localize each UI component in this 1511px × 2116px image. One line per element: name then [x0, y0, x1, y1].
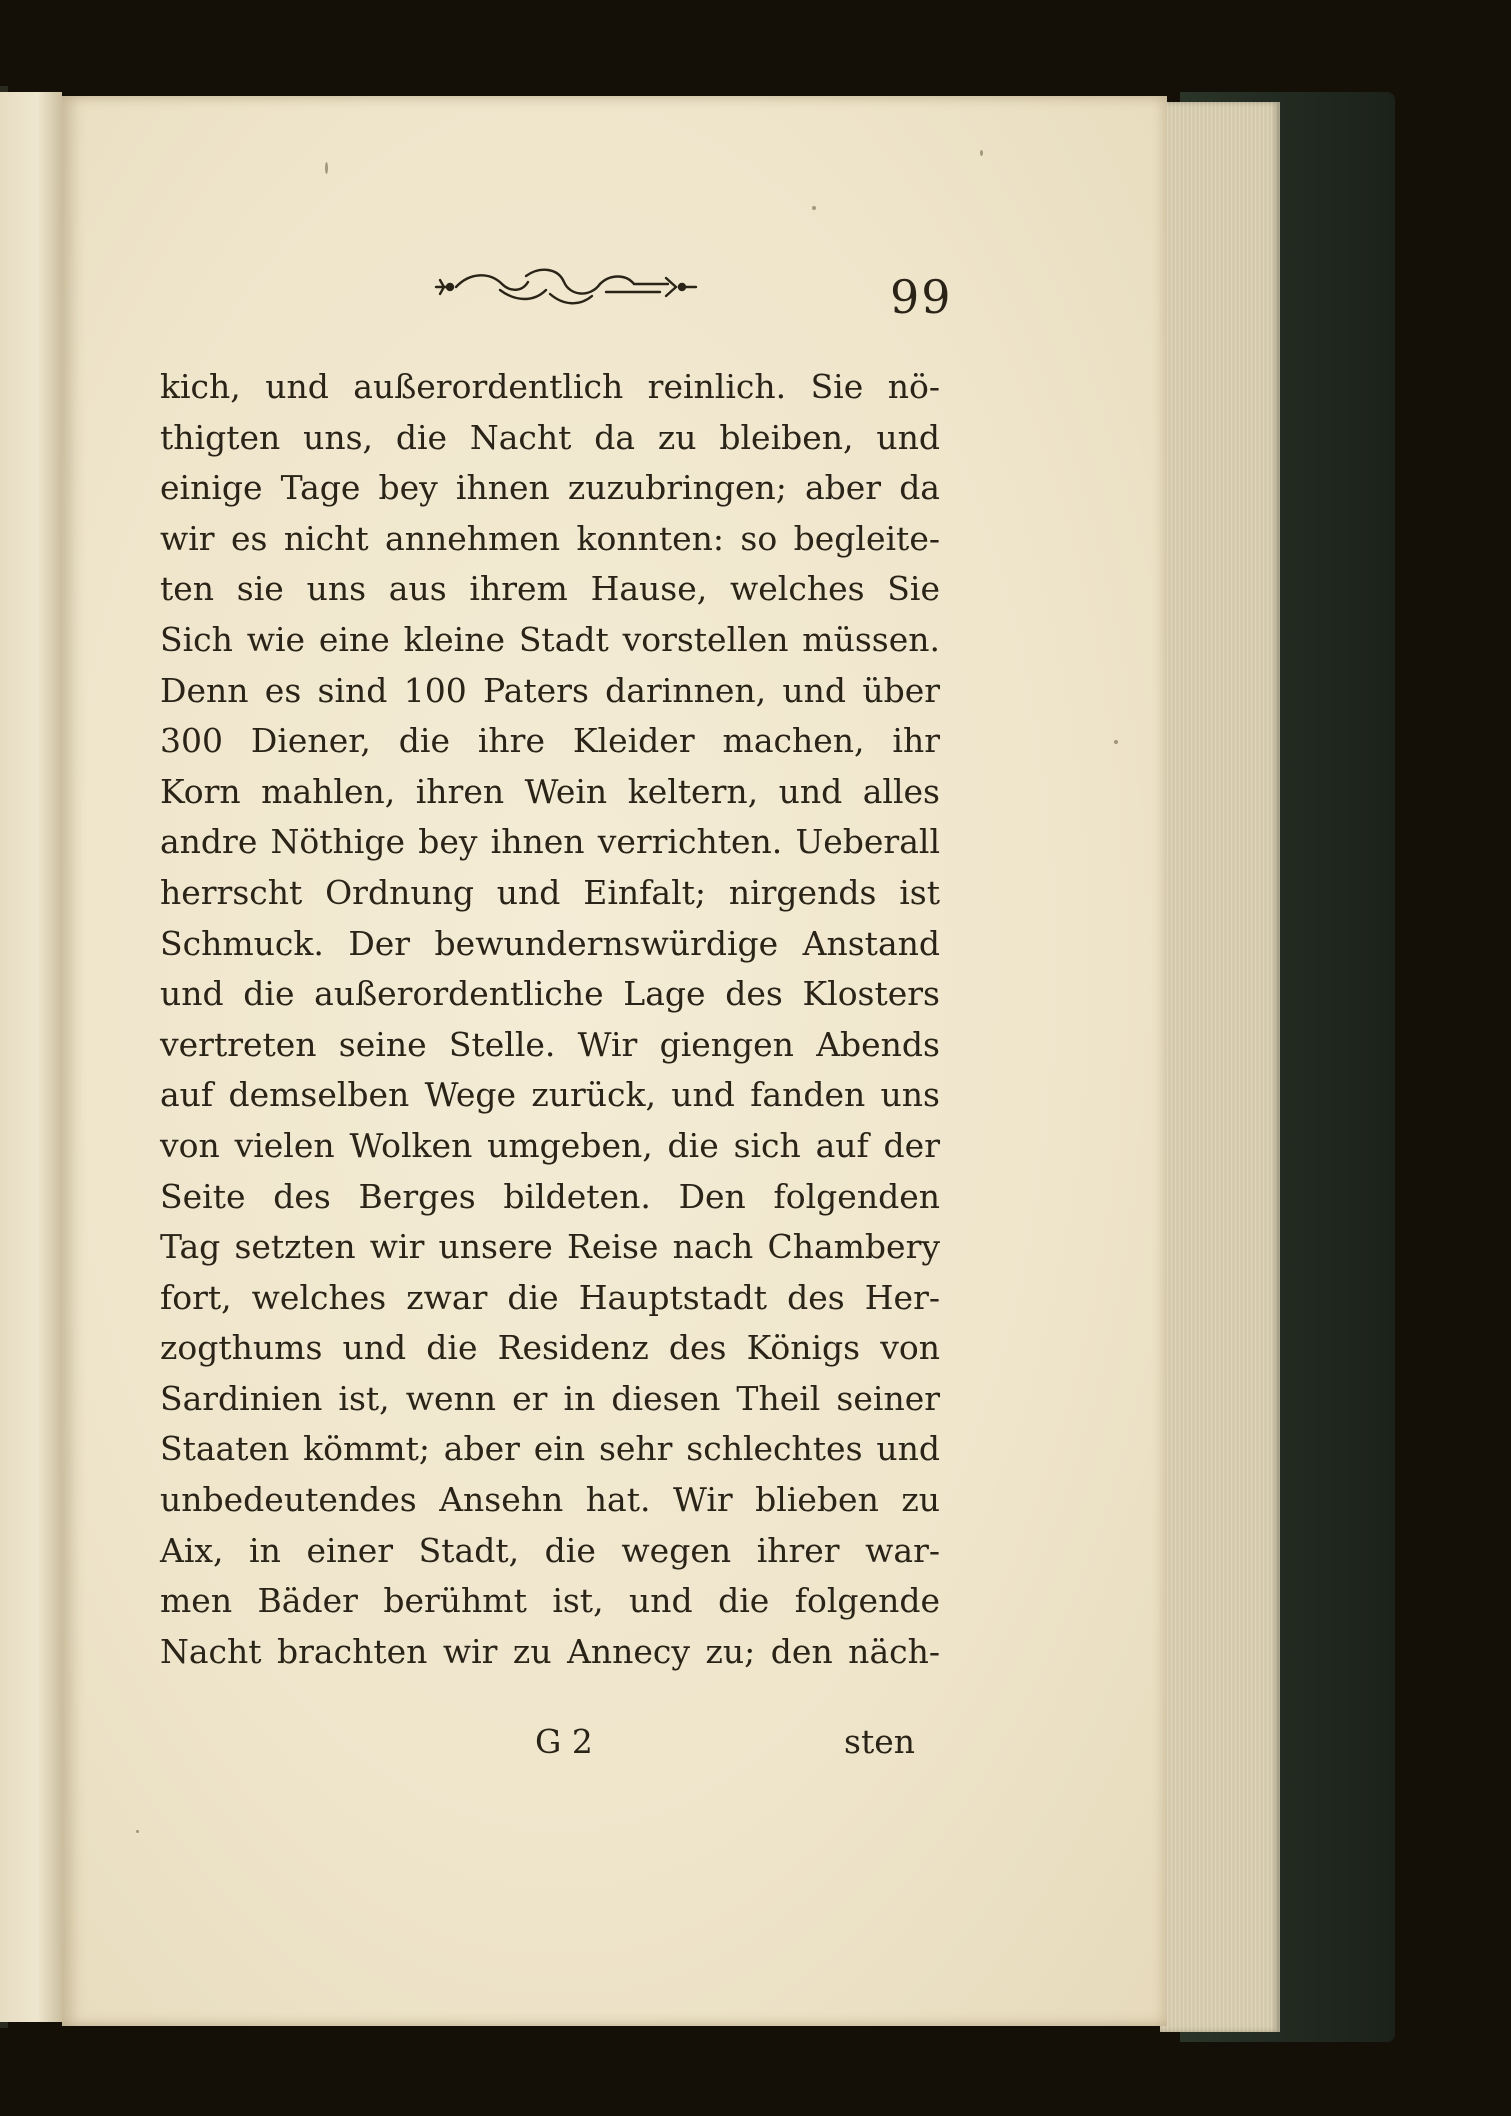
text-line: vertreten seine Stelle. Wir giengen Abends	[160, 1024, 940, 1064]
text-line: herrscht Ordnung und Einfalt; nirgends ist	[160, 872, 940, 912]
paper-fleck	[325, 162, 328, 174]
text-line: wir es nicht annehmen konnten: so begleite-	[160, 518, 940, 558]
paper-fleck	[812, 206, 816, 210]
page-edges	[1160, 102, 1280, 2032]
text-line: Korn mahlen, ihren Wein keltern, und alles	[160, 771, 940, 811]
text-line: ten sie uns aus ihrem Hause, welches Sie	[160, 569, 940, 609]
text-line: Schmuck. Der bewundernswürdige Anstand	[160, 923, 940, 963]
text-line: 300 Diener, die ihre Kleider machen, ihr	[160, 721, 940, 761]
text-line: andre Nöthige bey ihnen verrichten. Ueberall	[160, 822, 940, 862]
page-footer	[160, 1722, 915, 1772]
text-line: Tag setzten wir unsere Reise nach Chambery	[160, 1227, 940, 1267]
signature-mark: G 2	[535, 1722, 593, 1761]
text-line: men Bäder berühmt ist, und die folgende	[160, 1581, 940, 1621]
text-line: Aix, in einer Stadt, die wegen ihrer war-	[160, 1530, 940, 1570]
text-line: Staaten kömmt; aber ein sehr schlechtes und	[160, 1429, 940, 1469]
text-line: Seite des Berges bildeten. Den folgenden	[160, 1176, 940, 1216]
paper-fleck	[136, 1830, 139, 1833]
catchword: sten	[844, 1722, 915, 1761]
text-line: und die außerordentliche Lage des Klosters	[160, 974, 940, 1014]
text-line: thigten uns, die Nacht da zu bleiben, und	[160, 417, 940, 457]
paper-fleck	[1114, 740, 1118, 744]
text-line: unbedeutendes Ansehn hat. Wir blieben zu	[160, 1480, 940, 1520]
text-line: Denn es sind 100 Paters darinnen, und über	[160, 670, 940, 710]
text-line: Nacht brachten wir zu Annecy zu; den näch-	[160, 1631, 940, 1671]
text-line: Sich wie eine kleine Stadt vorstellen müssen.	[160, 619, 940, 659]
text-line: einige Tage bey ihnen zuzubringen; aber da	[160, 468, 940, 508]
body-text	[160, 362, 940, 1677]
text-line: Sardinien ist, wenn er in diesen Theil seiner	[160, 1378, 940, 1418]
text-line: fort, welches zwar die Hauptstadt des Her-	[160, 1277, 940, 1317]
text-line: zogthums und die Residenz des Königs von	[160, 1328, 940, 1368]
page-number: 99	[890, 270, 953, 324]
printer-fleuron-ornament-icon	[430, 262, 700, 312]
paper-fleck	[980, 150, 983, 156]
text-line: von vielen Wolken umgeben, die sich auf der	[160, 1125, 940, 1165]
text-line: kich, und außerordentlich reinlich. Sie nö-	[160, 367, 940, 406]
left-page-sliver	[0, 92, 62, 2022]
text-line: auf demselben Wege zurück, und fanden uns	[160, 1075, 940, 1115]
